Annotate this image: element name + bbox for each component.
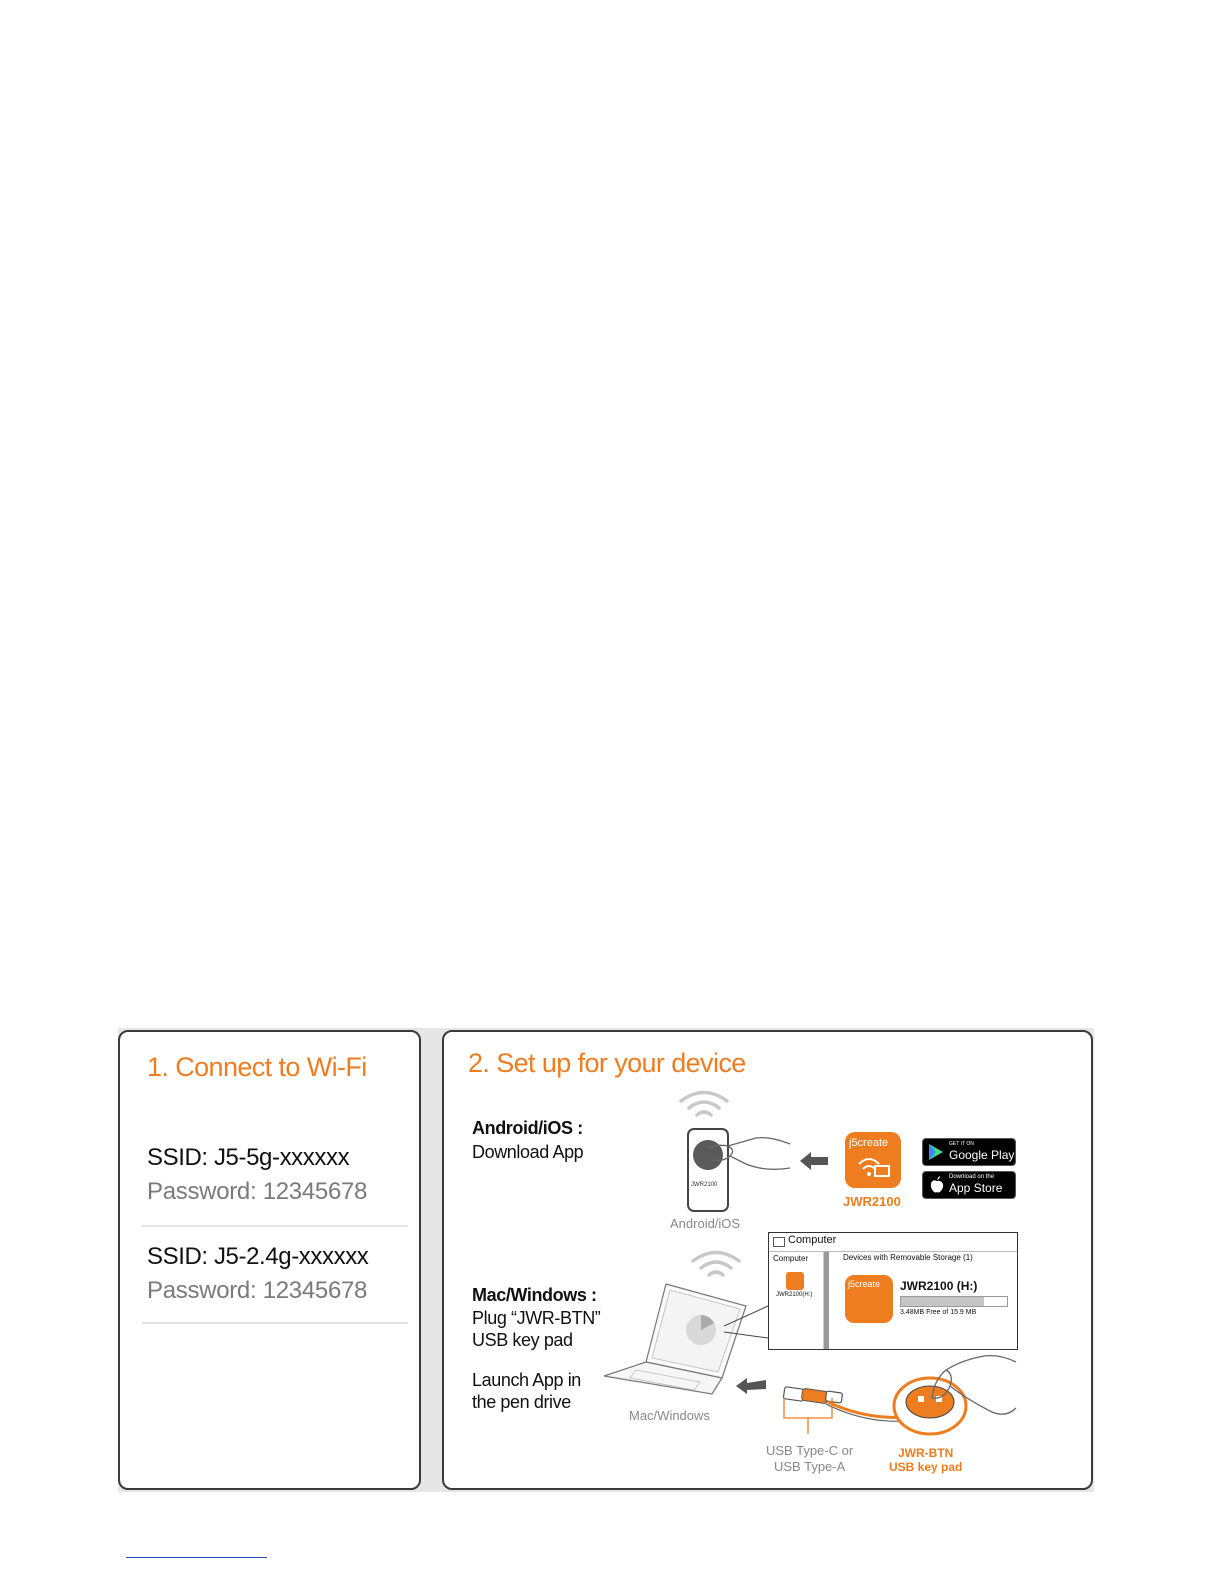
sidebar-drive-label[interactable]: JWR2100(H:): [776, 1292, 813, 1298]
password-5g: Password: 12345678: [147, 1178, 368, 1205]
cable-label-line1: USB Type-C or: [766, 1443, 854, 1458]
monitor-icon: [773, 1237, 785, 1247]
keypad-label-line1: JWR-BTN: [898, 1446, 954, 1460]
phone-app-label: JWR2100: [691, 1182, 718, 1188]
google-play-badge[interactable]: GET IT ON Google Play: [922, 1138, 1016, 1166]
password-2-4g: Password: 12345678: [147, 1277, 368, 1304]
divider: [142, 1225, 408, 1227]
divider: [142, 1322, 408, 1324]
mac-instruction-line1: Plug “JWR-BTN”: [472, 1308, 601, 1328]
explorer-sidebar: [769, 1252, 824, 1349]
sidebar-drive-icon: [786, 1272, 804, 1290]
keypad-label-line2: USB key pad: [889, 1460, 963, 1474]
ssid-5g: SSID: J5-5g-xxxxxx: [147, 1144, 350, 1171]
section-heading: Devices with Removable Storage (1): [843, 1253, 973, 1262]
callout-lines: [724, 1302, 772, 1342]
cable-label-line2: USB Type-A: [774, 1459, 846, 1474]
apple-icon: [930, 1176, 944, 1193]
arrow-left-icon: [736, 1378, 766, 1394]
connect-wifi-card: [118, 1030, 421, 1490]
ssid-2-4g: SSID: J5-2.4g-xxxxxx: [147, 1243, 369, 1270]
google-play-icon: [929, 1144, 943, 1160]
drive-j5create-icon[interactable]: j5create: [845, 1275, 893, 1323]
mac-windows-heading: Mac/Windows :: [472, 1285, 597, 1305]
storage-free-text: 3.48MB Free of 15.9 MB: [900, 1309, 977, 1316]
j5create-app-icon: j5create: [845, 1132, 901, 1188]
mac-instruction-line2: USB key pad: [472, 1330, 573, 1350]
app-store-badge[interactable]: Download on the App Store: [922, 1171, 1016, 1199]
app-name-label: JWR2100: [843, 1194, 901, 1209]
wifi-signal-icon: [690, 1250, 742, 1280]
scrollbar[interactable]: [824, 1252, 829, 1349]
step2-title: 2. Set up for your device: [468, 1048, 746, 1078]
footnote-rule: [126, 1557, 267, 1558]
usb-keypad-illustration: [888, 1352, 1018, 1446]
file-explorer-window: [768, 1232, 1018, 1350]
android-ios-caption: Android/iOS: [670, 1216, 741, 1231]
storage-bar: [900, 1296, 1008, 1307]
arrow-left-icon: [800, 1152, 828, 1170]
android-ios-heading: Android/iOS :: [472, 1118, 583, 1138]
setup-device-card: [442, 1030, 1093, 1490]
download-app-text: Download App: [472, 1142, 584, 1162]
mac-windows-caption: Mac/Windows: [629, 1408, 710, 1423]
drive-name[interactable]: JWR2100 (H:): [900, 1279, 978, 1293]
mac-instruction-line4: the pen drive: [472, 1392, 571, 1412]
explorer-title-bar: Computer: [769, 1233, 1017, 1252]
storage-bar-fill: [901, 1297, 984, 1306]
bracket-lines: [778, 1396, 838, 1436]
hand-icon: [706, 1134, 792, 1180]
sidebar-item-computer[interactable]: Computer: [773, 1254, 809, 1263]
wifi-signal-icon: [678, 1090, 730, 1120]
mac-instruction-line3: Launch App in: [472, 1370, 581, 1390]
step1-title: 1. Connect to Wi-Fi: [147, 1052, 367, 1082]
